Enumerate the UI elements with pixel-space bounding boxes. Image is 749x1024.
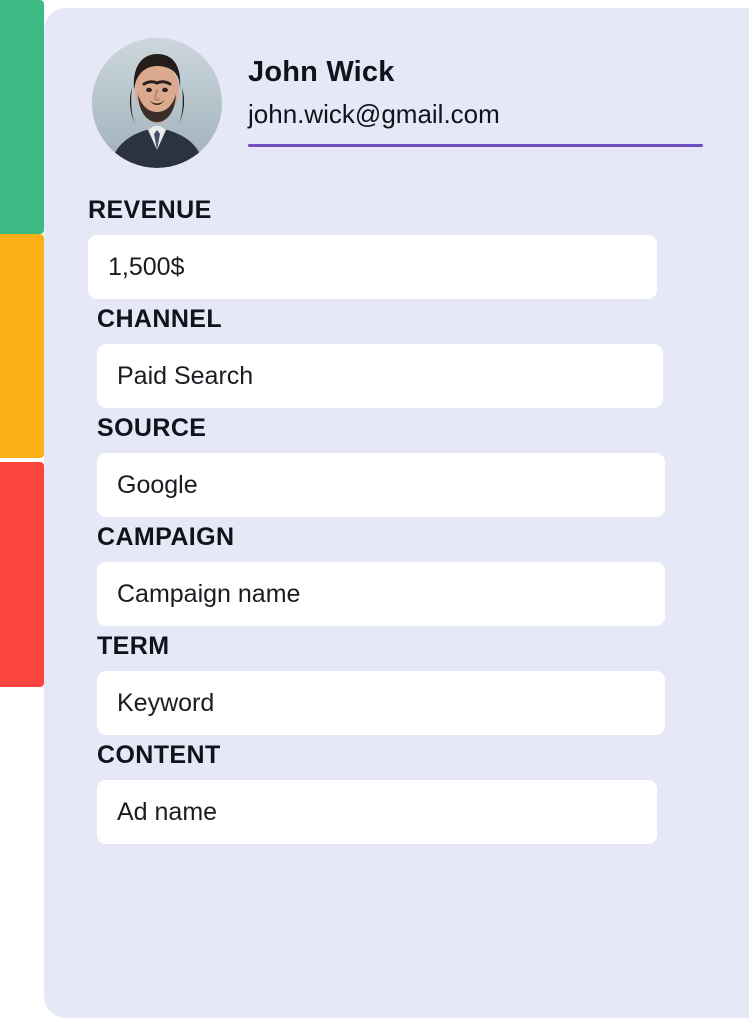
field-label-content: CONTENT (97, 741, 221, 769)
accent-strip-orange (0, 234, 44, 458)
field-label-campaign: CAMPAIGN (97, 523, 235, 551)
field-revenue (88, 196, 703, 299)
accent-strip-green (0, 0, 44, 234)
contact-detail-card (44, 8, 749, 1018)
profile-email: john.wick@gmail.com (248, 98, 500, 129)
field-label-revenue: REVENUE (88, 196, 212, 224)
field-term (88, 632, 703, 735)
field-value-term[interactable]: Keyword (97, 671, 665, 735)
field-channel (88, 305, 703, 408)
field-value-source[interactable]: Google (97, 453, 665, 517)
field-campaign (88, 523, 703, 626)
field-list (88, 196, 703, 844)
avatar (92, 38, 222, 168)
field-value-channel[interactable]: Paid Search (97, 344, 663, 408)
profile-text (248, 53, 703, 152)
profile-header (88, 38, 703, 168)
field-value-revenue[interactable]: 1,500$ (88, 235, 657, 299)
field-label-term: TERM (97, 632, 170, 660)
accent-strip-red (0, 462, 44, 687)
field-label-source: SOURCE (97, 414, 207, 442)
profile-divider (248, 144, 703, 147)
field-value-content[interactable]: Ad name (97, 780, 657, 844)
field-value-campaign[interactable]: Campaign name (97, 562, 665, 626)
field-label-channel: CHANNEL (97, 305, 223, 333)
field-source (88, 414, 703, 517)
user-photo-avatar-icon (92, 38, 222, 168)
field-content (88, 741, 703, 844)
profile-name: John Wick (248, 56, 395, 89)
